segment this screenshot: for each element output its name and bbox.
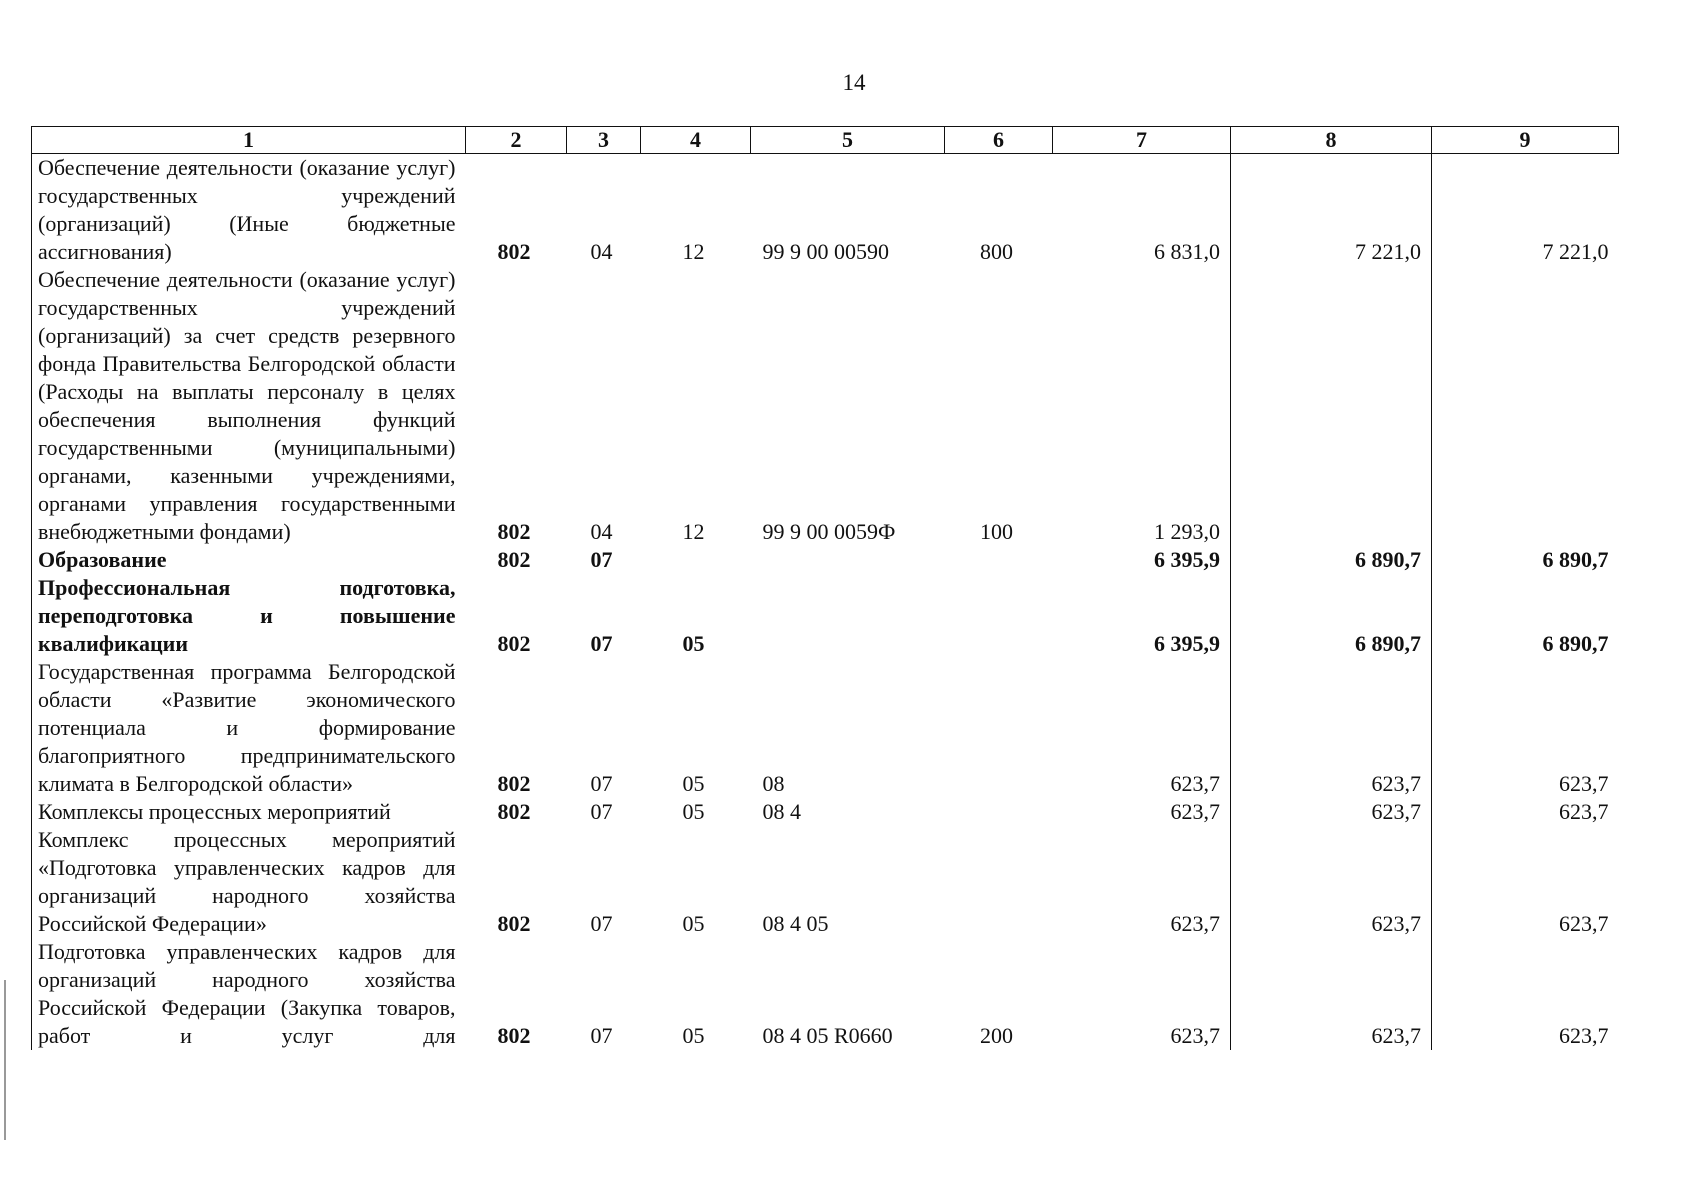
header-col-2: 2 — [466, 127, 567, 154]
table-row — [32, 658, 1619, 798]
cell-col-4: 12 — [682, 519, 705, 544]
row-name: Комплексы процессных мероприятий — [32, 798, 466, 826]
cell-col-3: 04 — [590, 519, 613, 544]
cell-col-2: 802 — [497, 911, 531, 936]
table-row — [32, 546, 1619, 574]
cell-col-5: 99 9 00 00590 — [762, 239, 889, 264]
cell-col-6 — [945, 658, 1053, 798]
cell-col-8: 6 890,7 — [1231, 546, 1432, 574]
cell-col-9: 6 890,7 — [1542, 631, 1609, 656]
cell-col-8: 623,7 — [1231, 798, 1432, 826]
cell-col-8: 623,7 — [1231, 658, 1432, 798]
cell-col-5: 08 4 — [762, 799, 801, 824]
row-name: Образование — [32, 546, 466, 574]
header-col-1: 1 — [32, 127, 466, 154]
cell-col-4: 05 — [682, 1023, 705, 1048]
table-row — [32, 826, 1619, 938]
cell-col-9: 7 221,0 — [1542, 239, 1609, 264]
table-row — [32, 266, 1619, 546]
cell-col-7: 1 293,0 — [1053, 266, 1231, 546]
header-col-9: 9 — [1432, 127, 1619, 154]
header-col-3: 3 — [567, 127, 641, 154]
header-col-8: 8 — [1231, 127, 1432, 154]
cell-col-7: 623,7 — [1053, 798, 1231, 826]
cell-col-2: 802 — [497, 1023, 531, 1048]
cell-col-4 — [641, 546, 751, 574]
table-row — [32, 798, 1619, 826]
cell-col-5 — [751, 546, 945, 574]
cell-col-8 — [1231, 266, 1432, 546]
cell-col-7: 6 395,9 — [1053, 546, 1231, 574]
row-name: Профессиональная подготовка, переподготовка и повышение квалификации — [32, 574, 466, 658]
cell-col-5 — [751, 574, 945, 658]
cell-col-7: 623,7 — [1053, 826, 1231, 938]
row-name: Обеспечение деятельности (оказание услуг) государственных учреждений (организаций) (Иные бюджетные ассигнования) — [32, 154, 466, 267]
table-row — [32, 574, 1619, 658]
header-col-7: 7 — [1053, 127, 1231, 154]
cell-col-6: 800 — [980, 239, 1013, 264]
cell-col-9: 623,7 — [1559, 771, 1609, 796]
cell-col-8: 6 890,7 — [1231, 574, 1432, 658]
cell-col-3: 07 — [590, 911, 613, 936]
cell-col-7: 6 831,0 — [1053, 154, 1231, 267]
cell-col-2: 802 — [497, 631, 531, 656]
cell-col-2: 802 — [497, 547, 531, 572]
cell-col-9: 623,7 — [1559, 799, 1609, 824]
table-row — [32, 938, 1619, 1050]
cell-col-4: 05 — [682, 631, 705, 656]
cell-col-3: 04 — [590, 239, 613, 264]
cell-col-5: 08 4 05 — [762, 911, 829, 936]
row-name: Подготовка управленческих кадров для организаций народного хозяйства Российской Федерации (Закупка товаров, работ и услуг для — [32, 938, 466, 1050]
cell-col-8: 623,7 — [1231, 826, 1432, 938]
cell-col-5: 08 — [762, 771, 785, 796]
cell-col-3: 07 — [590, 547, 613, 572]
cell-col-9: 623,7 — [1559, 911, 1609, 936]
cell-col-6: 200 — [980, 1023, 1013, 1048]
cell-col-7: 6 395,9 — [1053, 574, 1231, 658]
cell-col-6 — [945, 798, 1053, 826]
cell-col-6 — [945, 826, 1053, 938]
cell-col-9: 623,7 — [1559, 1023, 1609, 1048]
cell-col-2: 802 — [497, 239, 531, 264]
cell-col-6: 100 — [980, 519, 1013, 544]
cell-col-2: 802 — [497, 799, 531, 824]
row-name: Комплекс процессных мероприятий «Подготовка управленческих кадров для организаций народного хозяйства Российской Федерации» — [32, 826, 466, 938]
row-name: Государственная программа Белгородской области «Развитие экономического потенциала и формирование благоприятного предпринимательского климата в Белгородской области» — [32, 658, 466, 798]
cell-col-5: 08 4 05 R0660 — [762, 1023, 893, 1048]
cell-col-3: 07 — [590, 771, 613, 796]
header-col-4: 4 — [641, 127, 751, 154]
cell-col-7: 623,7 — [1053, 938, 1231, 1050]
cell-col-3: 07 — [590, 631, 613, 656]
cell-col-4: 12 — [682, 239, 705, 264]
cell-col-2: 802 — [497, 771, 531, 796]
table-row — [32, 154, 1619, 267]
budget-table — [31, 126, 1619, 1050]
cell-col-3: 07 — [590, 1023, 613, 1048]
cell-col-4: 05 — [682, 799, 705, 824]
cell-col-9: 6 890,7 — [1542, 547, 1609, 572]
cell-col-6 — [945, 546, 1053, 574]
cell-col-4: 05 — [682, 771, 705, 796]
cell-col-8: 623,7 — [1231, 938, 1432, 1050]
cell-col-7: 623,7 — [1053, 658, 1231, 798]
row-name: Обеспечение деятельности (оказание услуг) государственных учреждений (организаций) за счет средств резервного фонда Правительства Белгородской области (Расходы на выплаты персоналу в целях обеспечения выполнения функций государственными (муниципальными) органами, казенными учреждениями, органами управления государственными внебюджетными фондами) — [32, 266, 466, 546]
cell-col-8: 7 221,0 — [1231, 154, 1432, 267]
cell-col-2: 802 — [497, 519, 531, 544]
cell-col-3: 07 — [590, 799, 613, 824]
cell-col-5: 99 9 00 0059Ф — [762, 519, 896, 544]
header-col-5: 5 — [751, 127, 945, 154]
cell-col-6 — [945, 574, 1053, 658]
header-col-6: 6 — [945, 127, 1053, 154]
cell-col-4: 05 — [682, 911, 705, 936]
page-number: 14 — [842, 70, 866, 95]
cell-col-9 — [1432, 266, 1619, 546]
scan-margin-line — [4, 980, 6, 1140]
header-row — [32, 127, 1619, 154]
